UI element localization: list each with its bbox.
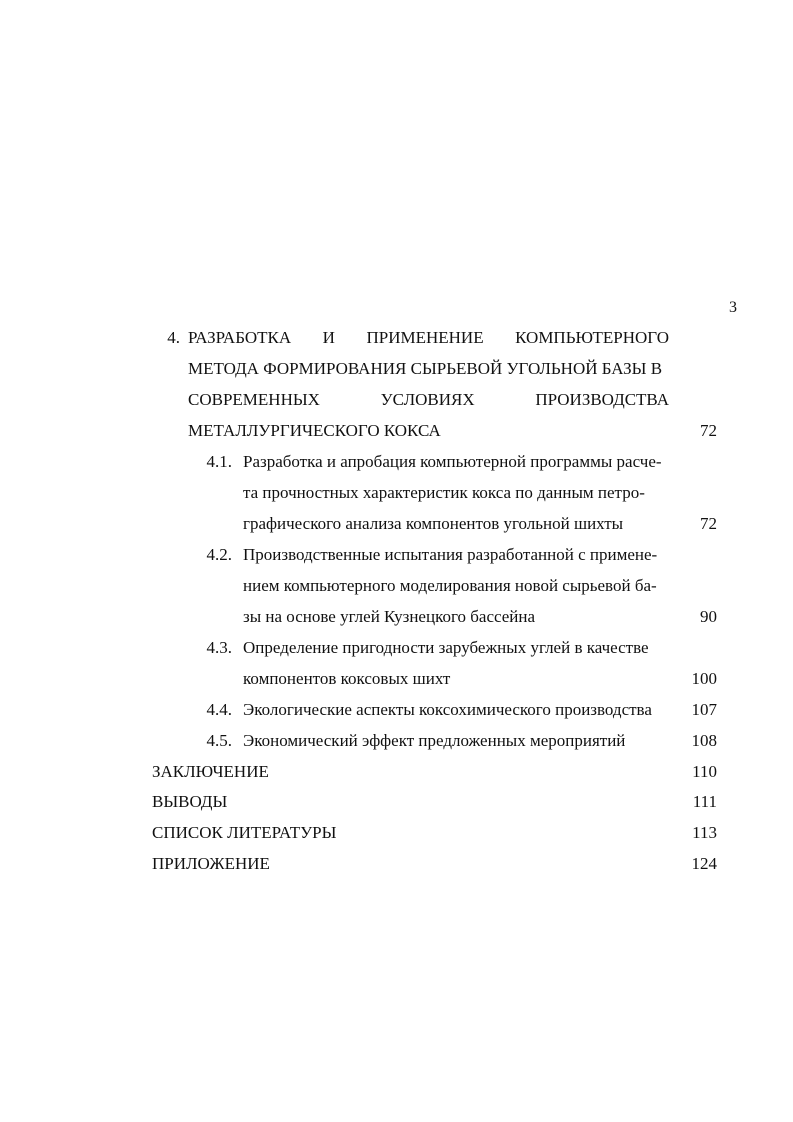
toc-page-number: 111: [692, 792, 717, 811]
back-matter-title: ВЫВОДЫ: [152, 792, 228, 811]
section-title-line: Определение пригодности зарубежных углей в качестве: [243, 638, 649, 657]
section-title-line: нием компьютерного моделирования новой сырьевой ба-: [243, 576, 657, 595]
chapter-title-line: [188, 327, 669, 349]
back-matter-title: СПИСОК ЛИТЕРАТУРЫ: [152, 823, 337, 842]
section-number: 4.4.: [206, 700, 232, 719]
chapter-title-word: СОВРЕМЕННЫХ: [188, 390, 320, 409]
section-number: 4.3.: [206, 638, 232, 657]
toc-page-number: 100: [691, 669, 717, 688]
section-number: 4.2.: [206, 545, 232, 564]
toc-page-number: 72: [700, 421, 717, 440]
chapter-number: 4.: [167, 328, 180, 347]
toc-page-number: 124: [691, 854, 717, 873]
chapter-title-word: И: [322, 328, 335, 347]
chapter-title-word: ПРОИЗВОДСТВА: [535, 390, 669, 409]
section-number: 4.1.: [206, 452, 232, 471]
chapter-title-word: РАЗРАБОТКА: [188, 328, 292, 347]
toc-page-number: 107: [691, 700, 717, 719]
toc-page-number: 108: [691, 731, 717, 750]
chapter-title-word: УСЛОВИЯХ: [380, 390, 475, 409]
toc-page-number: 110: [692, 762, 717, 781]
chapter-title-line: МЕТАЛЛУРГИЧЕСКОГО КОКСА: [188, 421, 441, 440]
section-title-line: графического анализа компонентов угольной шихты: [243, 514, 624, 533]
toc-page-number: 113: [692, 823, 717, 842]
section-title-line: Разработка и апробация компьютерной программы расче-: [243, 452, 662, 471]
page-number: 3: [729, 299, 737, 316]
section-title-line: Экологические аспекты коксохимического производства: [243, 700, 652, 719]
toc-page-number: 72: [700, 514, 717, 533]
section-title-line: та прочностных характеристик кокса по данным петро-: [243, 483, 645, 502]
toc-page-number: 90: [700, 607, 717, 626]
section-title-line: зы на основе углей Кузнецкого бассейна: [243, 607, 536, 626]
chapter-title-line: [188, 389, 669, 411]
chapter-title-word: КОМПЬЮТЕРНОГО: [515, 328, 669, 347]
back-matter-title: ЗАКЛЮЧЕНИЕ: [152, 762, 269, 781]
chapter-title-line: МЕТОДА ФОРМИРОВАНИЯ СЫРЬЕВОЙ УГОЛЬНОЙ БАЗЫ В: [188, 359, 663, 378]
section-title-line: компонентов коксовых шихт: [243, 669, 451, 688]
chapter-title-word: ПРИМЕНЕНИЕ: [366, 328, 484, 347]
back-matter-title: ПРИЛОЖЕНИЕ: [152, 854, 270, 873]
section-title-line: Производственные испытания разработанной с примене-: [243, 545, 658, 564]
section-title-line: Экономический эффект предложенных мероприятий: [243, 731, 626, 750]
section-number: 4.5.: [206, 731, 232, 750]
